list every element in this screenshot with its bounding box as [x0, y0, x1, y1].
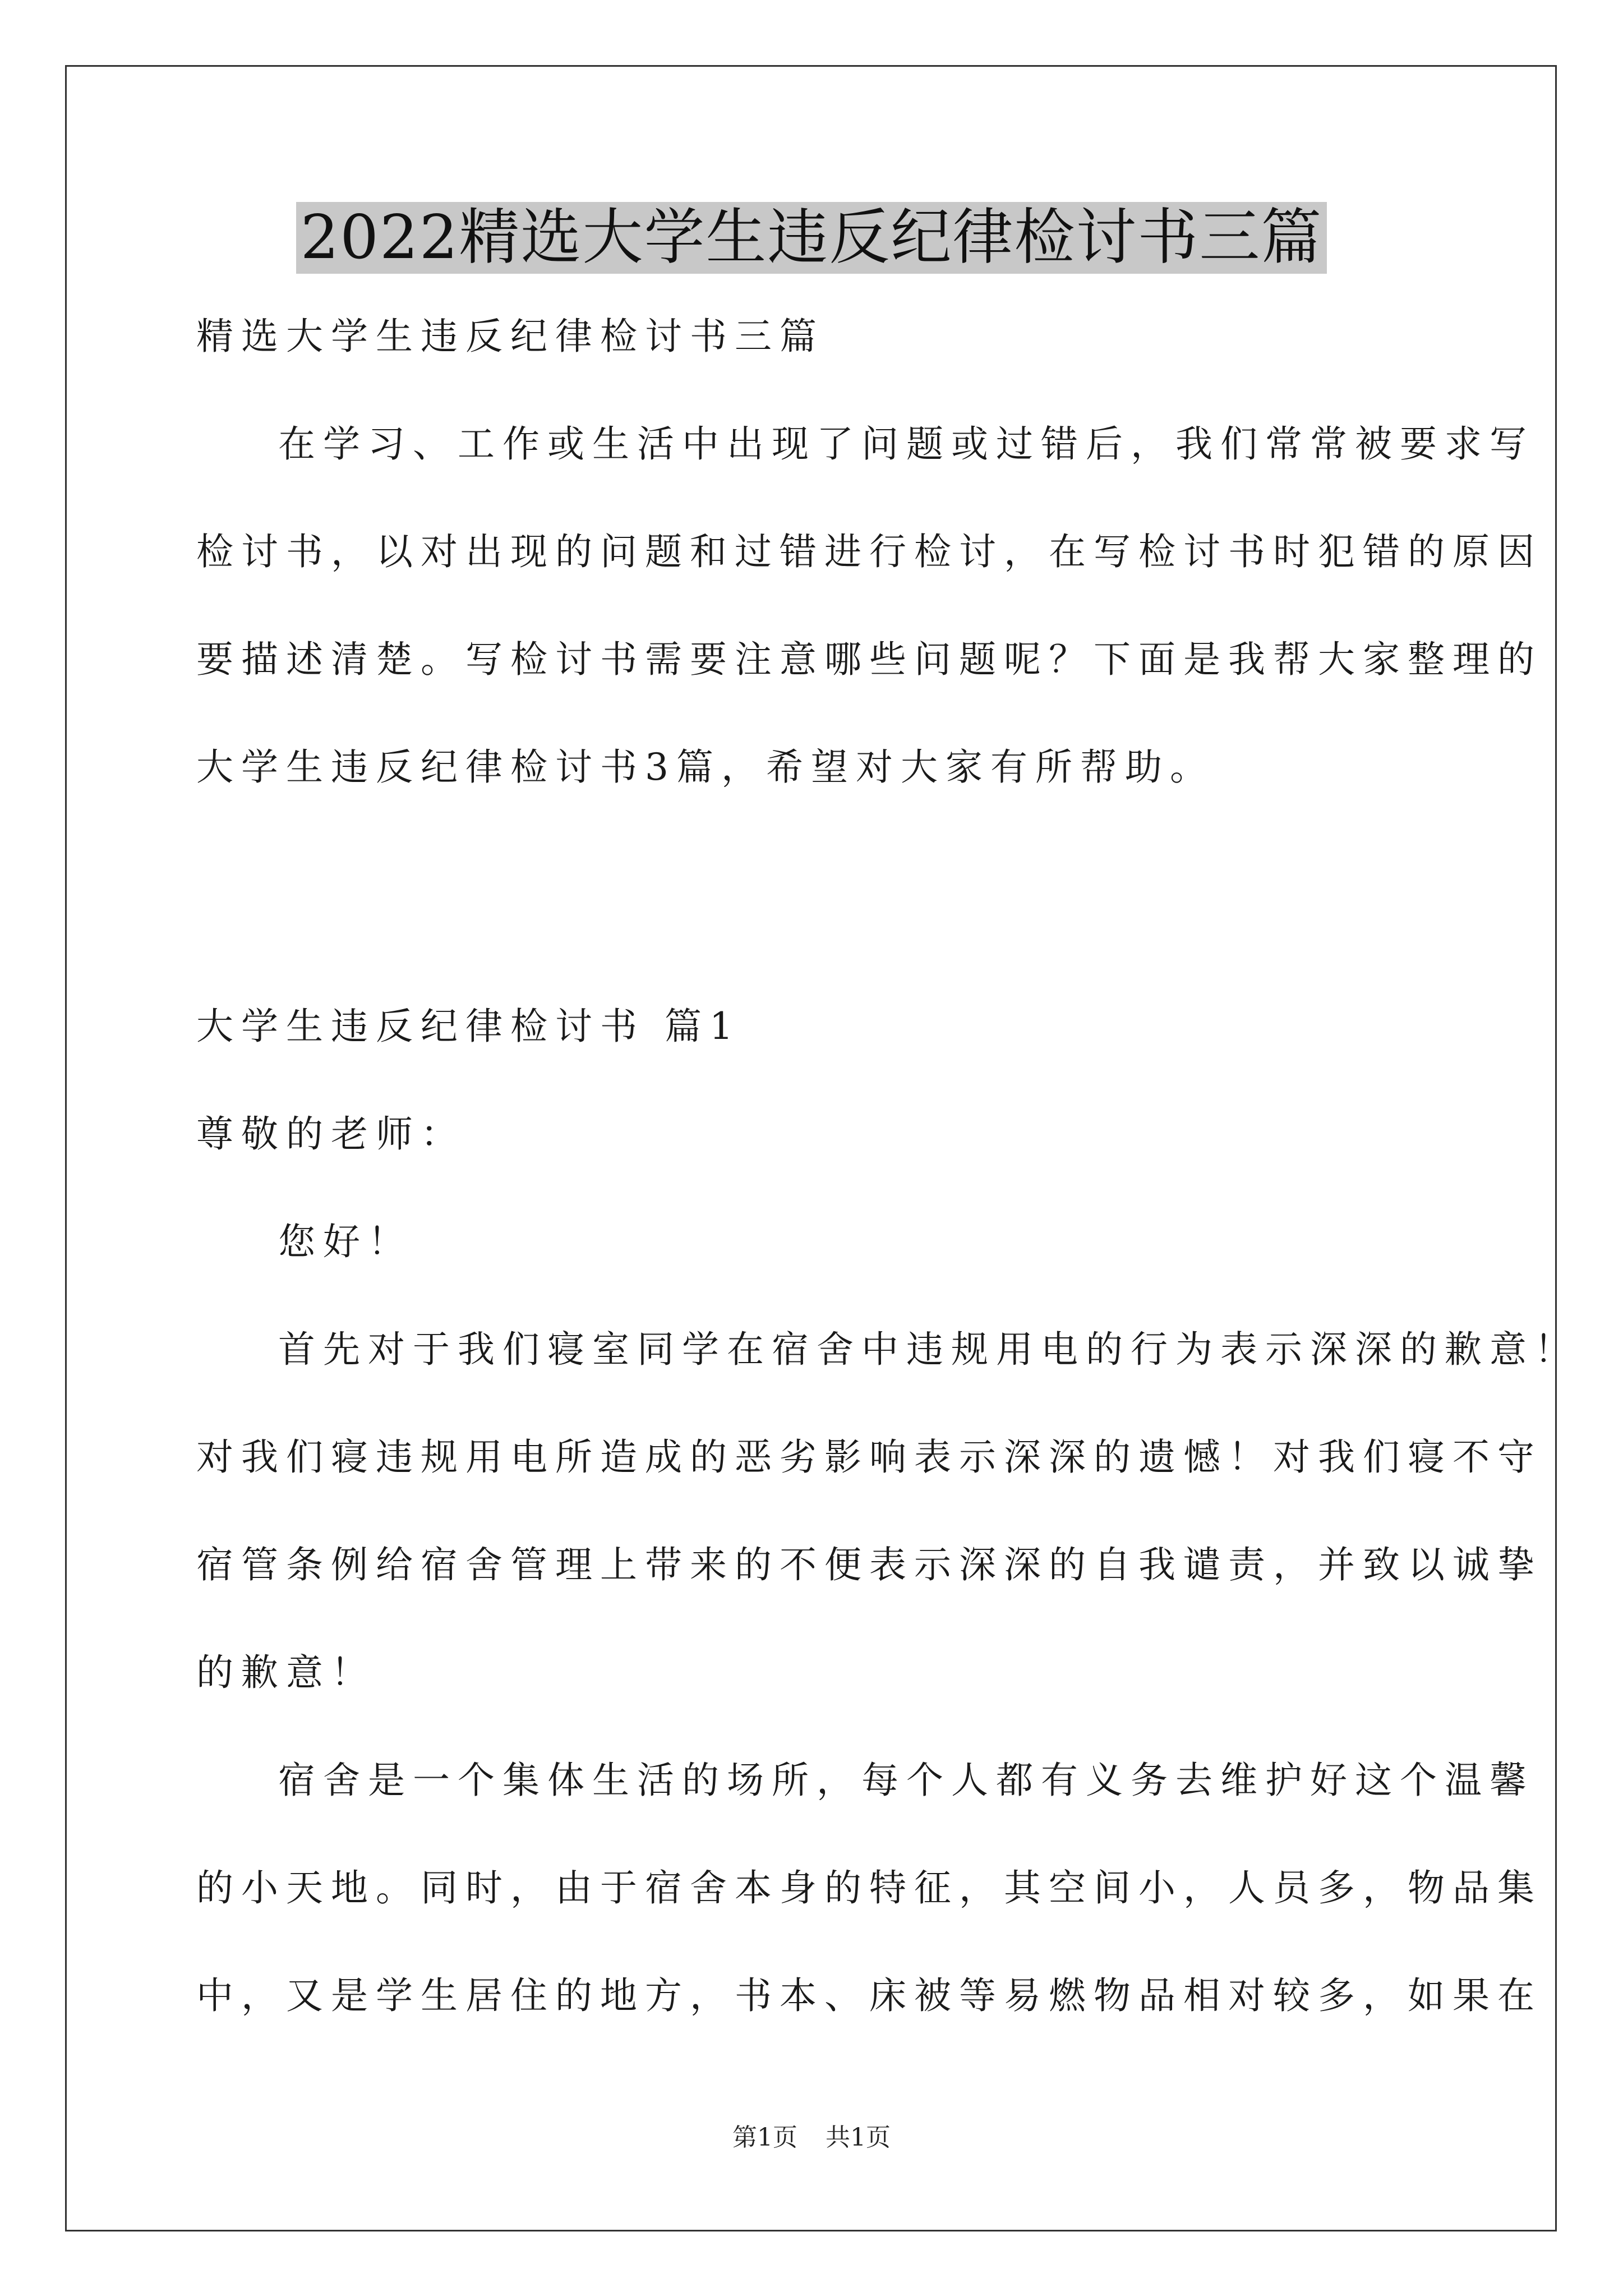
body-paragraph-line: 首先对于我们寝室同学在宿舍中违规用电的行为表示深深的歉意！ — [278, 1328, 1579, 1371]
document-title: 2022精选大学生违反纪律检讨书三篇 — [296, 202, 1327, 274]
page-number: 第1页 — [732, 2123, 797, 2152]
greeting: 您好！ — [278, 1220, 413, 1263]
intro-paragraph-line: 大学生违反纪律检讨书3篇，希望对大家有所帮助。 — [196, 746, 1215, 789]
body-paragraph-line: 宿舍是一个集体生活的场所，每个人都有义务去维护好这个温馨 — [278, 1759, 1534, 1802]
intro-paragraph-line: 在学习、工作或生活中出现了问题或过错后，我们常常被要求写 — [278, 422, 1534, 466]
intro-paragraph-line: 要描述清楚。写检讨书需要注意哪些问题呢？下面是我帮大家整理的 — [196, 638, 1542, 681]
page-footer — [0, 2124, 1623, 2152]
salutation: 尊敬的老师： — [196, 1112, 465, 1156]
body-paragraph-line: 中，又是学生居住的地方，书本、床被等易燃物品相对较多，如果在 — [196, 1974, 1542, 2017]
body-paragraph-line: 的歉意！ — [196, 1651, 376, 1694]
body-paragraph-line: 的小天地。同时，由于宿舍本身的特征，其空间小，人员多，物品集 — [196, 1866, 1542, 1910]
page-total: 共1页 — [826, 2123, 891, 2152]
intro-paragraph-line: 检讨书，以对出现的问题和过错进行检讨，在写检讨书时犯错的原因 — [196, 530, 1542, 573]
subtitle-line: 精选大学生违反纪律检讨书三篇 — [196, 315, 824, 358]
body-paragraph-line: 宿管条例给宿舍管理上带来的不便表示深深的自我谴责，并致以诚挚 — [196, 1543, 1542, 1586]
body-paragraph-line: 对我们寝违规用电所造成的恶劣影响表示深深的遗憾！对我们寝不守 — [196, 1435, 1542, 1479]
section-heading: 大学生违反纪律检讨书 篇1 — [196, 1005, 741, 1048]
title-container — [0, 202, 1623, 274]
